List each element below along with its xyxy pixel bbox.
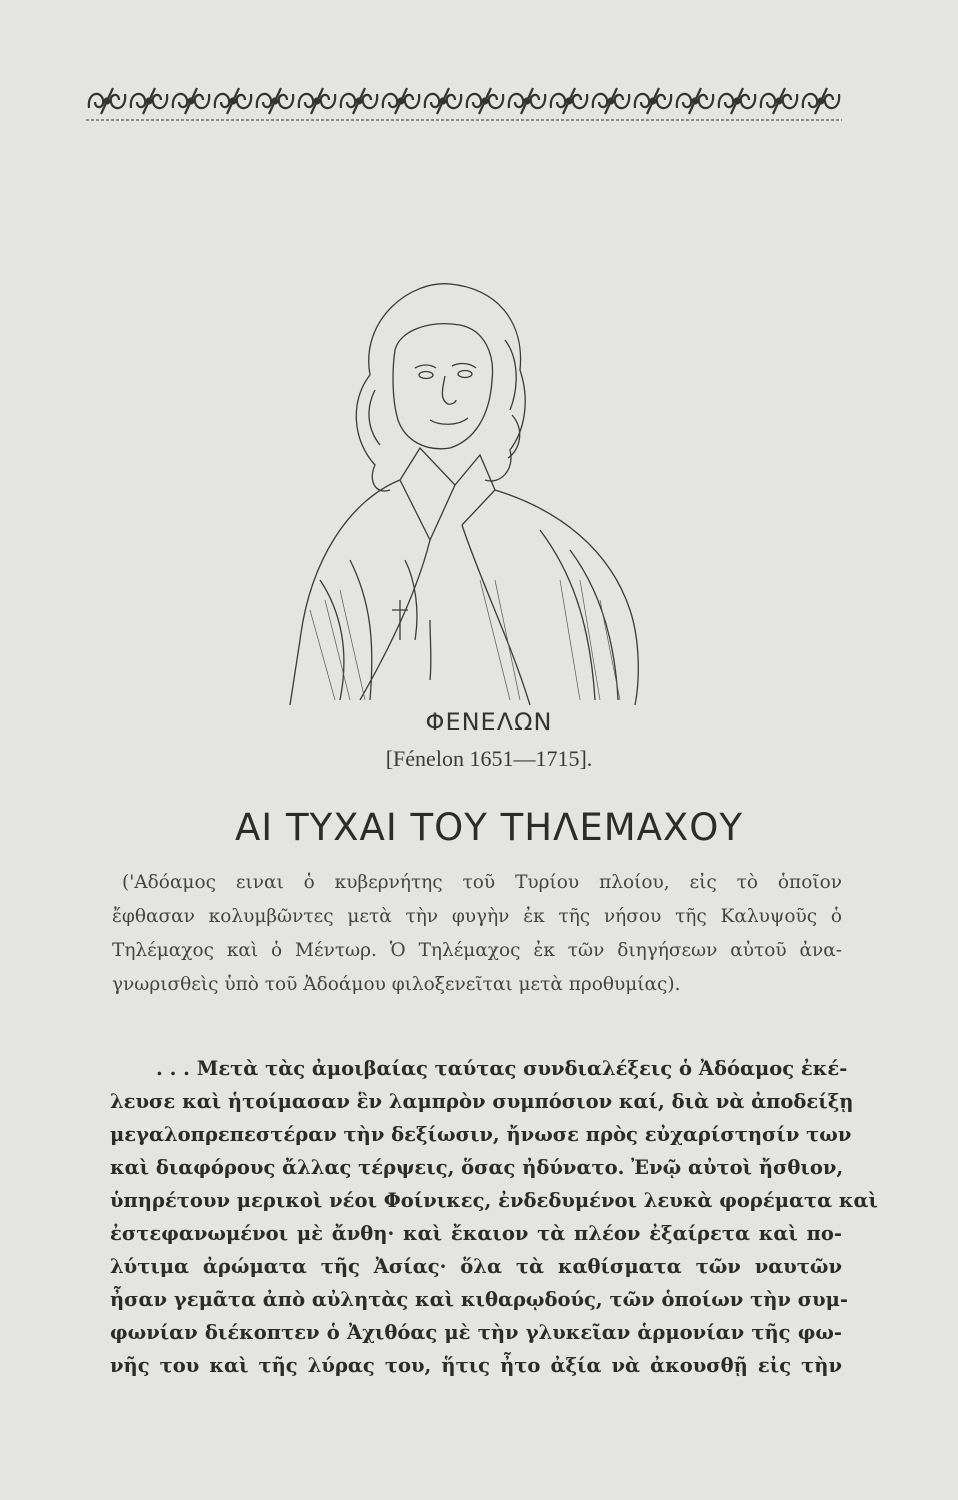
body-line: ὑπηρέτουν μερικοὶ νέοι Φοίνικες, ἐνδεδυμένοι λευκὰ φορέματα καὶ: [110, 1189, 878, 1212]
body-line: μεγαλοπρεπεστέραν τὴν δεξίωσιν, ἤνωσε πρὸς εὐχαρίστησίν των: [110, 1123, 852, 1146]
body-paragraph: [110, 1052, 878, 1382]
ornament-motif: [299, 88, 335, 114]
body-line: ἐστεφανωμένοι μὲ ἄνθη· καὶ ἔκαιον τὰ πλέον ἐξαίρετα καὶ πο-: [110, 1222, 842, 1245]
ornament-motif: [803, 88, 839, 114]
intro-paragraph: [112, 866, 842, 1002]
ornament-motif: [383, 88, 419, 114]
ornamental-border-icon: [86, 80, 842, 126]
body-line: φωνίαν διέκοπτεν ὁ Ἀχιθόας μὲ τὴν γλυκεῖαν ἁρμονίαν τῆς φω-: [110, 1321, 842, 1344]
ornament-motif: [131, 88, 167, 114]
ornament-motif: [215, 88, 251, 114]
ornament-motif: [89, 88, 125, 114]
body-line: νῆς του καὶ τῆς λύρας του, ἥτις ἦτο ἀξία νὰ ἀκουσθῇ εἰς τὴν: [110, 1354, 842, 1377]
portrait-caption-name: ΦΕΝΕΛΩΝ: [425, 708, 553, 736]
body-line: λευσε καὶ ἡτοίμασαν ἓν λαμπρὸν συμπόσιον καί, διὰ νὰ ἀποδείξῃ: [110, 1090, 854, 1113]
body-line: λύτιμα ἀρώματα τῆς Ἀσίας· ὅλα τὰ καθίσματα τῶν ναυτῶν: [110, 1255, 842, 1278]
intro-line: ἔφθασαν κολυμβῶντες μετὰ τὴν φυγὴν ἐκ τῆς νήσου τῆς Καλυψοῦς ὁ: [112, 906, 842, 927]
ornament-motif: [593, 88, 629, 114]
ornament-motif: [551, 88, 587, 114]
ornament-motif: [425, 88, 461, 114]
intro-line: Τηλέμαχος καὶ ὁ Μέντωρ. Ὁ Τηλέμαχος ἐκ τῶν διηγήσεων αὐτοῦ ἀνα-: [112, 940, 842, 961]
chapter-title: ΑΙ ΤΥΧΑΙ ΤΟΥ ΤΗΛΕΜΑΧΟΥ: [234, 806, 744, 849]
intro-line: ('Αδόαμος ειναι ὁ κυβερνήτης τοῦ Τυρίου πλοίου, εἰς τὸ ὁποῖον: [122, 872, 842, 893]
ornament-motif: [677, 88, 713, 114]
intro-line: γνωρισθεὶς ὑπὸ τοῦ Ἀδοάμου φιλοξενεῖται μετὰ προθυμίας).: [112, 974, 681, 995]
ornament-motif: [467, 88, 503, 114]
ornament-motif: [173, 88, 209, 114]
body-line: ἦσαν γεμᾶτα ἀπὸ αὐλητὰς καὶ κιθαρῳδούς, τῶν ὁποίων τὴν συμ-: [110, 1288, 848, 1311]
body-line: . . . Μετὰ τὰς ἀμοιβαίας ταύτας συνδιαλέξεις ὁ Ἀδόαμος ἐκέ-: [156, 1057, 848, 1080]
ornament-motif: [509, 88, 545, 114]
ornament-motif: [761, 88, 797, 114]
ornament-motif: [341, 88, 377, 114]
portrait-engraving-icon: [280, 280, 680, 710]
ornament-motif: [719, 88, 755, 114]
ornament-motif: [635, 88, 671, 114]
portrait-caption-dates: [Fénelon 1651—1715].: [385, 746, 593, 771]
body-line: καὶ διαφόρους ἄλλας τέρψεις, ὅσας ἠδύνατο. Ἐνῷ αὐτοὶ ἤσθιον,: [110, 1156, 844, 1179]
ornament-motif: [257, 88, 293, 114]
